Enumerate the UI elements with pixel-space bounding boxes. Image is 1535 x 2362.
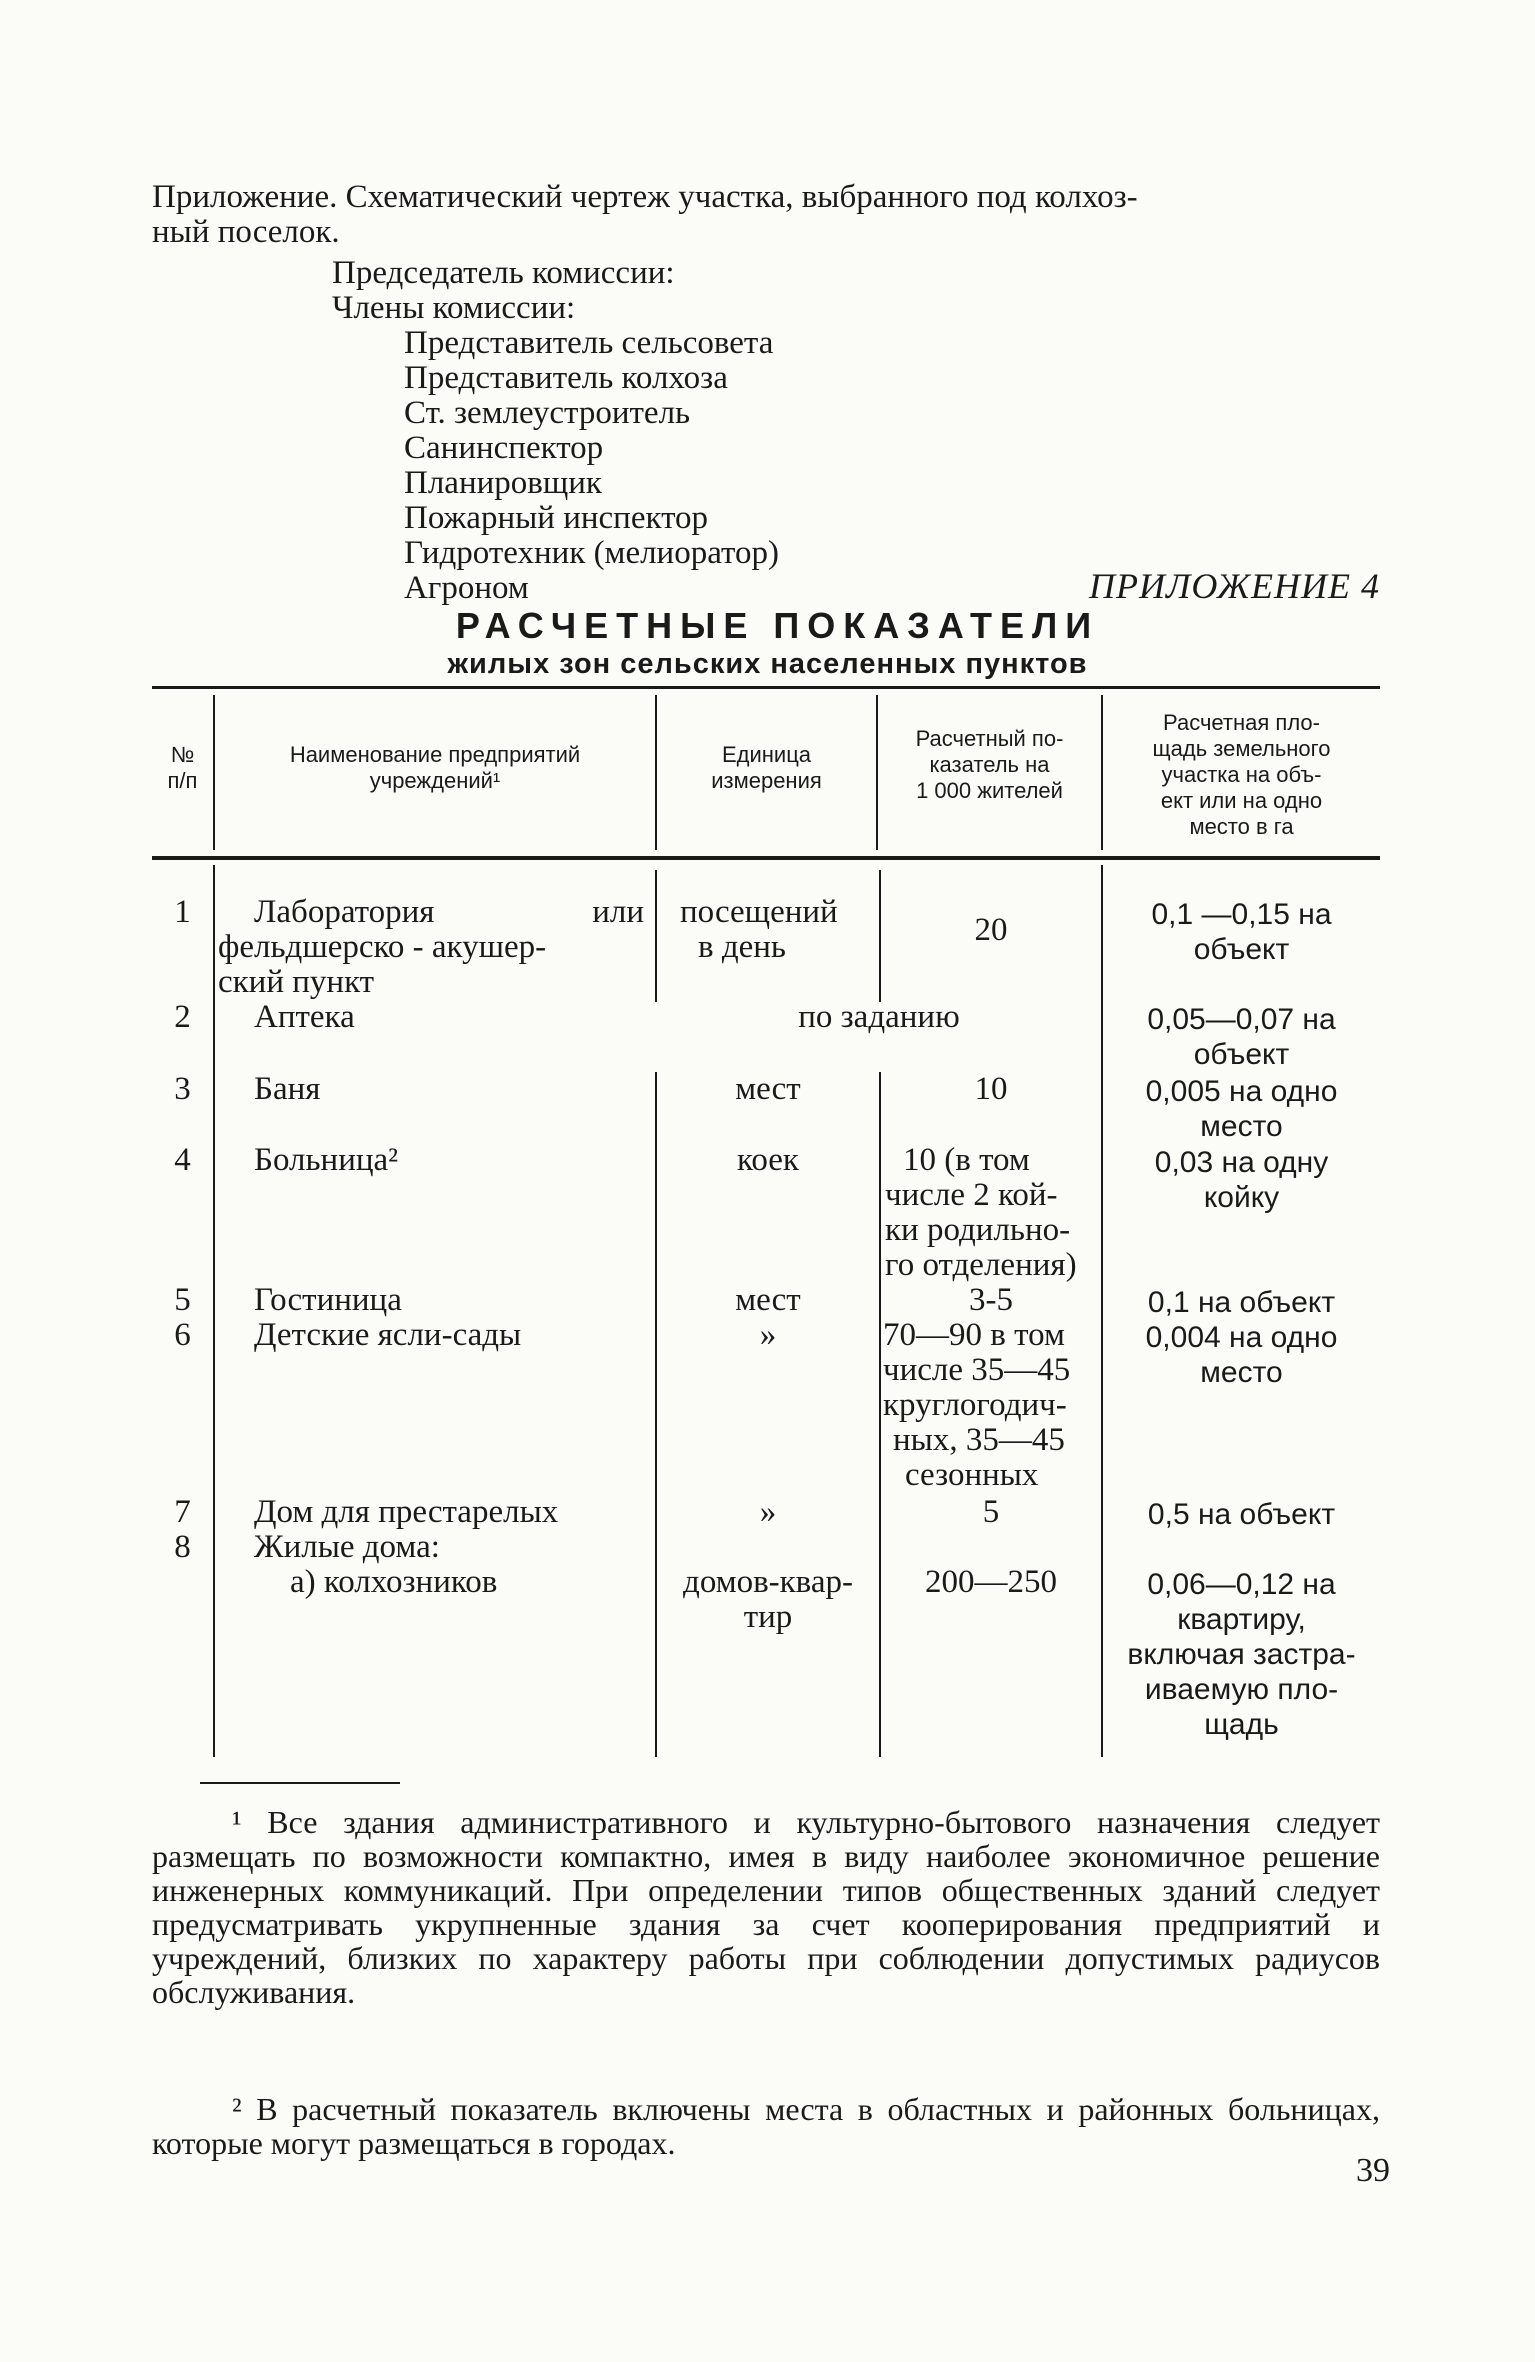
row-area: койку bbox=[1203, 1181, 1280, 1214]
header-area: Расчетная пло- щадь земельного участка на объ- ект или на одно место в га bbox=[1152, 710, 1331, 839]
row-rate: 5 bbox=[982, 1494, 1000, 1530]
row-rate: 3-5 bbox=[969, 1282, 1013, 1318]
column-divider bbox=[655, 870, 657, 1002]
row-area: 0,005 на одно bbox=[1145, 1075, 1338, 1108]
row-rate: 70—90 в том bbox=[883, 1317, 1065, 1353]
row-area: место bbox=[1200, 1110, 1283, 1143]
footnote-separator bbox=[200, 1782, 400, 1784]
row-area: объект bbox=[1193, 933, 1290, 966]
row-unit: мест bbox=[735, 1282, 801, 1318]
row-unit: домов-квар- bbox=[683, 1564, 853, 1600]
row-unit-rate: по заданию bbox=[798, 999, 960, 1035]
row-rate: ки родильно- bbox=[885, 1212, 1071, 1248]
footnote-1: ¹ Все здания административного и культурно-бытового назначения следует размещать по возможности компактно, имея в виду наиболее экономичное решение инженерных коммуникаций. При определении типов общественных зданий следует предусматривать укрупненные здания за счет кооперирования предприятий и учреждений, близких по характеру работы при соблюдении допустимых радиусов обслуживания. bbox=[152, 1804, 1380, 2010]
header-name: Наименование предприятий учреждений¹ bbox=[289, 742, 581, 793]
row-rate: 200—250 bbox=[925, 1564, 1057, 1600]
commission-member: Санинспектор bbox=[404, 430, 604, 466]
row-unit: в день bbox=[698, 929, 786, 965]
row-number: 1 bbox=[174, 894, 191, 930]
appendix-label: ПРИЛОЖЕНИЕ 4 bbox=[1089, 566, 1380, 606]
row-name: Гостиница bbox=[254, 1282, 402, 1318]
commission-member: Представитель колхоза bbox=[404, 360, 728, 396]
row-name: фельдшерско - акушер- bbox=[218, 929, 547, 965]
row-area: 0,06—0,12 на bbox=[1147, 1568, 1336, 1601]
footnote-2: ² В расчетный показатель включены места в областных и районных больницах, которые могут размещаться в городах. bbox=[152, 2091, 1380, 2161]
row-number: 4 bbox=[174, 1142, 191, 1178]
row-area: 0,05—0,07 на bbox=[1147, 1003, 1336, 1036]
row-area: щадь bbox=[1204, 1708, 1279, 1741]
row-rate: сезонных bbox=[905, 1457, 1039, 1493]
header-rate: Расчетный по- казатель на 1 000 жителей bbox=[915, 726, 1064, 803]
column-divider bbox=[879, 1072, 881, 1757]
row-rate: числе 35—45 bbox=[883, 1352, 1071, 1388]
row-name: Аптека bbox=[254, 999, 355, 1035]
row-rate: круглогодич- bbox=[883, 1387, 1067, 1423]
table-subtitle: жилых зон сельских населенных пунктов bbox=[447, 648, 1088, 680]
commission-member: Представитель сельсовета bbox=[404, 325, 774, 361]
commission-member: Пожарный инспектор bbox=[404, 500, 709, 536]
header-num: № п/п bbox=[167, 742, 198, 793]
row-area: включая застра- bbox=[1127, 1638, 1356, 1671]
row-area: иваемую пло- bbox=[1144, 1673, 1339, 1706]
row-area: 0,1 на объект bbox=[1147, 1286, 1336, 1319]
row-unit: » bbox=[759, 1317, 777, 1353]
row-number: 6 bbox=[174, 1317, 191, 1353]
row-name: Больница² bbox=[254, 1142, 399, 1178]
row-name: Баня bbox=[254, 1071, 321, 1107]
row-unit: » bbox=[759, 1494, 777, 1530]
row-rate: числе 2 кой- bbox=[885, 1177, 1058, 1213]
row-rate: 10 (в том bbox=[903, 1142, 1030, 1178]
row-area: 0,004 на одно bbox=[1145, 1321, 1338, 1354]
row-number: 7 bbox=[174, 1494, 191, 1530]
row-area: 0,03 на одну bbox=[1154, 1146, 1329, 1179]
row-name: ский пункт bbox=[218, 964, 375, 1000]
row-number: 5 bbox=[174, 1282, 191, 1318]
table-title: РАСЧЕТНЫЕ ПОКАЗАТЕЛИ bbox=[455, 605, 1100, 646]
row-number: 3 bbox=[174, 1071, 191, 1107]
row-name: Детские ясли-сады bbox=[254, 1317, 522, 1353]
row-name: Жилые дома: bbox=[254, 1529, 440, 1565]
row-area: 0,1 —0,15 на bbox=[1151, 898, 1332, 931]
commission-chairman: Председатель комиссии: bbox=[332, 255, 675, 291]
row-unit: мест bbox=[735, 1071, 801, 1107]
row-area: объект bbox=[1193, 1038, 1290, 1071]
intro-line-2: ный поселок. bbox=[152, 214, 340, 250]
commission-members-label: Члены комиссии: bbox=[332, 290, 576, 326]
row-name: Дом для престарелых bbox=[254, 1494, 559, 1530]
row-rate: 10 bbox=[974, 1071, 1008, 1107]
row-unit: посещений bbox=[680, 894, 838, 930]
row-rate: го отделения) bbox=[885, 1247, 1077, 1283]
commission-member: Гидротехник (мелиоратор) bbox=[404, 535, 779, 571]
row-rate: 20 bbox=[974, 912, 1008, 948]
row-number: 2 bbox=[174, 999, 191, 1035]
table-top-rule bbox=[152, 686, 1380, 689]
row-area: квартиру, bbox=[1177, 1603, 1306, 1636]
page-number: 39 bbox=[1356, 2152, 1390, 2189]
header-bottom-rule bbox=[152, 856, 1380, 860]
commission-member: Ст. землеустроитель bbox=[404, 395, 691, 431]
row-name: Лаборатория или bbox=[254, 894, 644, 930]
column-divider bbox=[213, 865, 215, 1757]
row-number: 8 bbox=[174, 1529, 191, 1565]
row-unit: тир bbox=[743, 1599, 793, 1635]
commission-member: Планировщик bbox=[404, 465, 602, 501]
header-unit: Единица измерения bbox=[711, 742, 822, 793]
row-area: 0,5 на объект bbox=[1147, 1498, 1336, 1531]
row-name: а) колхозников bbox=[290, 1564, 498, 1600]
intro-line-1: Приложение. Схематический чертеж участка, выбранного под колхоз- bbox=[152, 179, 1138, 215]
row-area: место bbox=[1200, 1356, 1283, 1389]
commission-member: Агроном bbox=[404, 570, 529, 606]
row-unit: коек bbox=[737, 1142, 799, 1178]
row-rate: ных, 35—45 bbox=[893, 1422, 1065, 1458]
